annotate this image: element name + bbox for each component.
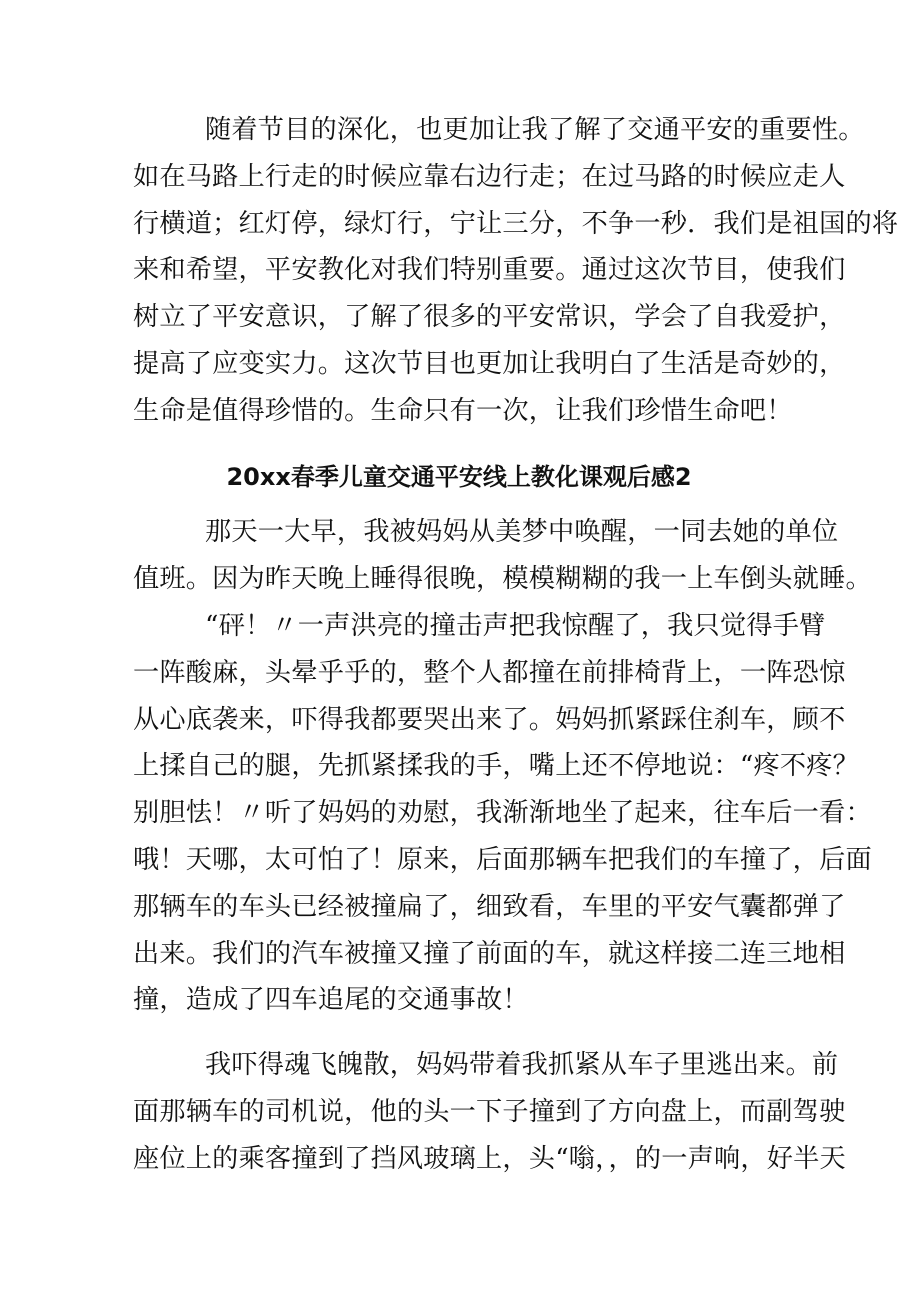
paragraph-2-line-1: 那天一大早，我被妈妈从美梦中唤醒，一同去她的单位 [205, 517, 839, 547]
paragraph-3-line-9: 撞，造成了四车追尾的交通事故！ [133, 985, 529, 1016]
paragraph-1-line-7: 生命是值得珍惜的。生命只有一次，让我们珍惜生命吧！ [133, 395, 793, 426]
paragraph-4 [133, 1042, 846, 1182]
paragraph-2-line-2: 值班。因为昨天晚上睡得很晚，模模糊糊的我一上车倒头就睡。 [133, 563, 872, 594]
paragraph-4-line-1: 我吓得魂飞魄散，妈妈带着我抓紧从车子里逃出来。前 [205, 1050, 839, 1080]
paragraph-3-line-8: 出来。我们的汽车被撞又撞了前面的车，就这样接二连三地相 [133, 938, 846, 969]
paragraph-1-line-2: 如在马路上行走的时候应靠右边行走；在过马路的时候应走人 [133, 161, 846, 192]
paragraph-2 [133, 509, 872, 603]
section-heading: 20xx春季儿童交通平安线上教化课观后感2 [226, 463, 692, 491]
paragraph-1-line-6: 提高了应变实力。这次节目也更加让我明白了生活是奇妙的， [133, 348, 846, 379]
paragraph-1-line-3: 行横道；红灯停，绿灯行，宁让三分，不争一秒．我们是祖国的将 [133, 208, 899, 239]
paragraph-1-line-1: 随着节目的深化，也更加让我了解了交通平安的重要性。 [205, 115, 865, 145]
paragraph-3-line-2: 一阵酸麻，头晕乎乎的，整个人都撞在前排椅背上，一阵恐惊 [133, 657, 846, 688]
paragraph-3 [133, 603, 872, 1024]
paragraph-1 [133, 107, 899, 435]
paragraph-3-line-4: 上揉自己的腿，先抓紧揉我的手，嘴上还不停地说：“疼不疼？ [133, 751, 860, 782]
paragraph-1-line-5: 树立了平安意识，了解了很多的平安常识，学会了自我爱护， [133, 302, 846, 333]
paragraph-3-line-6: 哦！天哪，太可怕了！原来，后面那辆车把我们的车撞了，后面 [133, 844, 872, 875]
paragraph-3-line-1: “砰！〃一声洪亮的撞击声把我惊醒了，我只觉得手臂 [205, 611, 826, 641]
paragraph-1-line-4: 来和希望，平安教化对我们特别重要。通过这次节目，使我们 [133, 255, 846, 286]
paragraph-3-line-7: 那辆车的车头已经被撞扁了，细致看，车里的平安气囊都弹了 [133, 891, 846, 922]
paragraph-4-line-2: 面那辆车的司机说，他的头一下子撞到了方向盘上，而副驾驶 [133, 1096, 846, 1127]
paragraph-4-line-3: 座位上的乘客撞到了挡风玻璃上，头“嗡，，的一声响，好半天 [133, 1143, 846, 1174]
paragraph-3-line-5: 别胆怯！〃听了妈妈的劝慰，我渐渐地坐了起来，往车后一看： [133, 798, 872, 829]
paragraph-3-line-3: 从心底袭来，吓得我都要哭出来了。妈妈抓紧踩住刹车，顾不 [133, 704, 846, 735]
